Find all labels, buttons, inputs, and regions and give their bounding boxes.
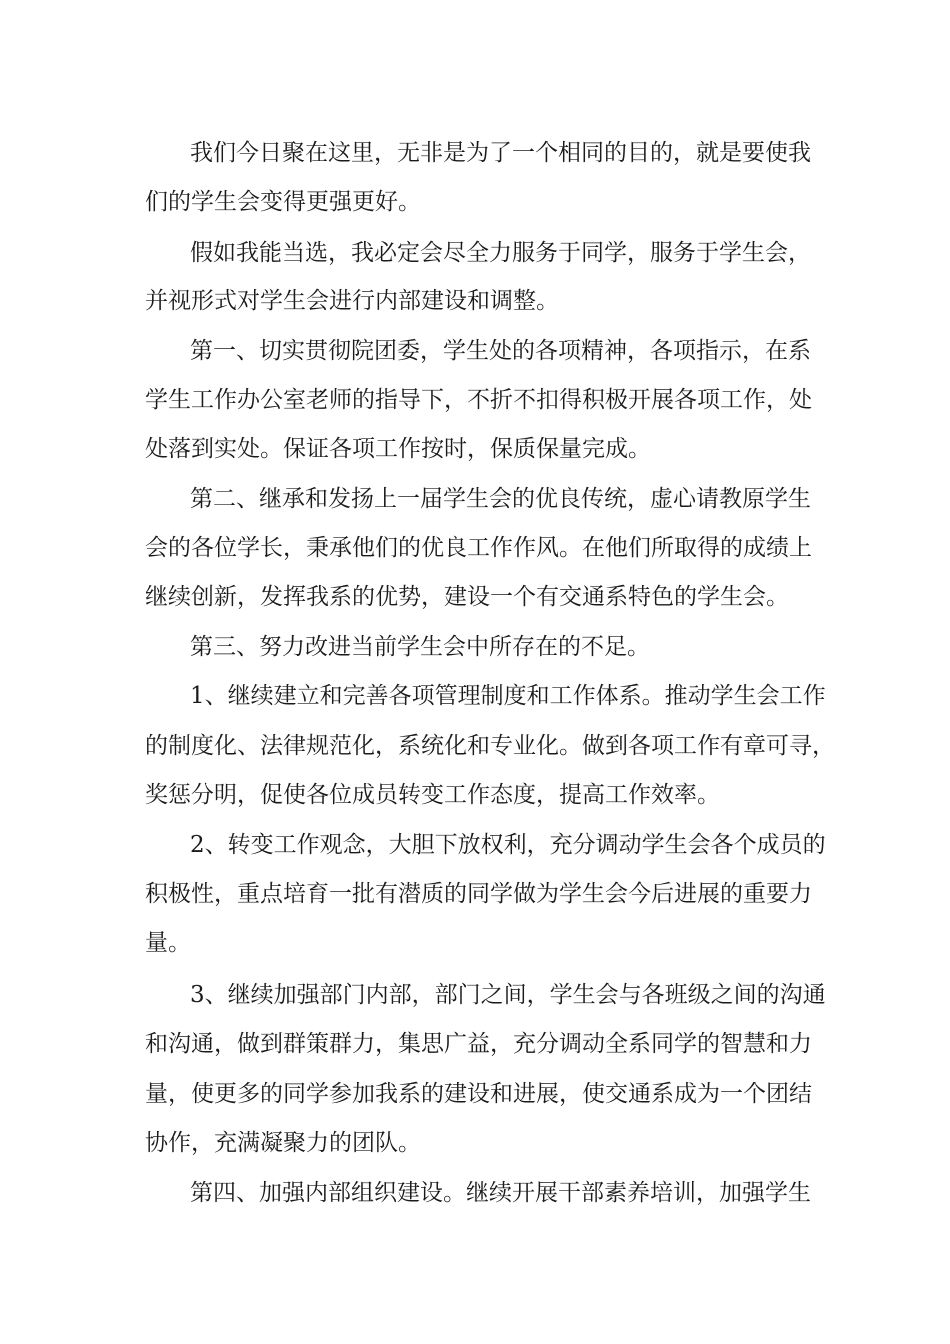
text-line: 并视形式对学生会进行内部建设和调整。 (145, 288, 559, 314)
text-line: 第三、努力改进当前学生会中所存在的不足。 (190, 634, 650, 660)
text-line: 第二、继承和发扬上一届学生会的优良传统，虚心请教原学生 (190, 486, 811, 512)
text-line: 奖惩分明，促使各位成员转变工作态度，提高工作效率。 (145, 782, 720, 808)
text-line: 第四、加强内部组织建设。继续开展干部素养培训，加强学生 (190, 1180, 811, 1206)
text-line: 的制度化、法律规范化，系统化和专业化。做到各项工作有章可寻， (145, 733, 835, 759)
text-line: 积极性，重点培育一批有潜质的同学做为学生会今后进展的重要力 (145, 881, 812, 907)
text-line: 我们今日聚在这里，无非是为了一个相同的目的，就是要使我 (190, 140, 811, 166)
text-line: 1、继续建立和完善各项管理制度和工作体系。推动学生会工作 (190, 683, 826, 709)
text-line: 们的学生会变得更强更好。 (145, 189, 421, 215)
text-line: 量。 (145, 930, 191, 956)
text-line: 2、转变工作观念，大胆下放权利，充分调动学生会各个成员的 (190, 832, 826, 858)
text-line: 和沟通，做到群策群力，集思广益，充分调动全系同学的智慧和力 (145, 1031, 812, 1057)
text-line: 量，使更多的同学参加我系的建设和进展，使交通系成为一个团结 (145, 1081, 812, 1107)
text-line: 继续创新，发挥我系的优势，建设一个有交通系特色的学生会。 (145, 584, 789, 610)
text-line: 协作，充满凝聚力的团队。 (145, 1130, 421, 1156)
text-line: 处落到实处。保证各项工作按时，保质保量完成。 (145, 436, 651, 462)
text-line: 3、继续加强部门内部，部门之间，学生会与各班级之间的沟通 (190, 982, 826, 1008)
text-line: 学生工作办公室老师的指导下，不折不扣得积极开展各项工作，处 (145, 387, 812, 413)
text-line: 会的各位学长，秉承他们的优良工作作风。在他们所取得的成绩上 (145, 535, 812, 561)
text-line: 假如我能当选，我必定会尽全力服务于同学，服务于学生会， (190, 240, 811, 266)
text-line: 第一、切实贯彻院团委，学生处的各项精神，各项指示，在系 (190, 338, 811, 364)
